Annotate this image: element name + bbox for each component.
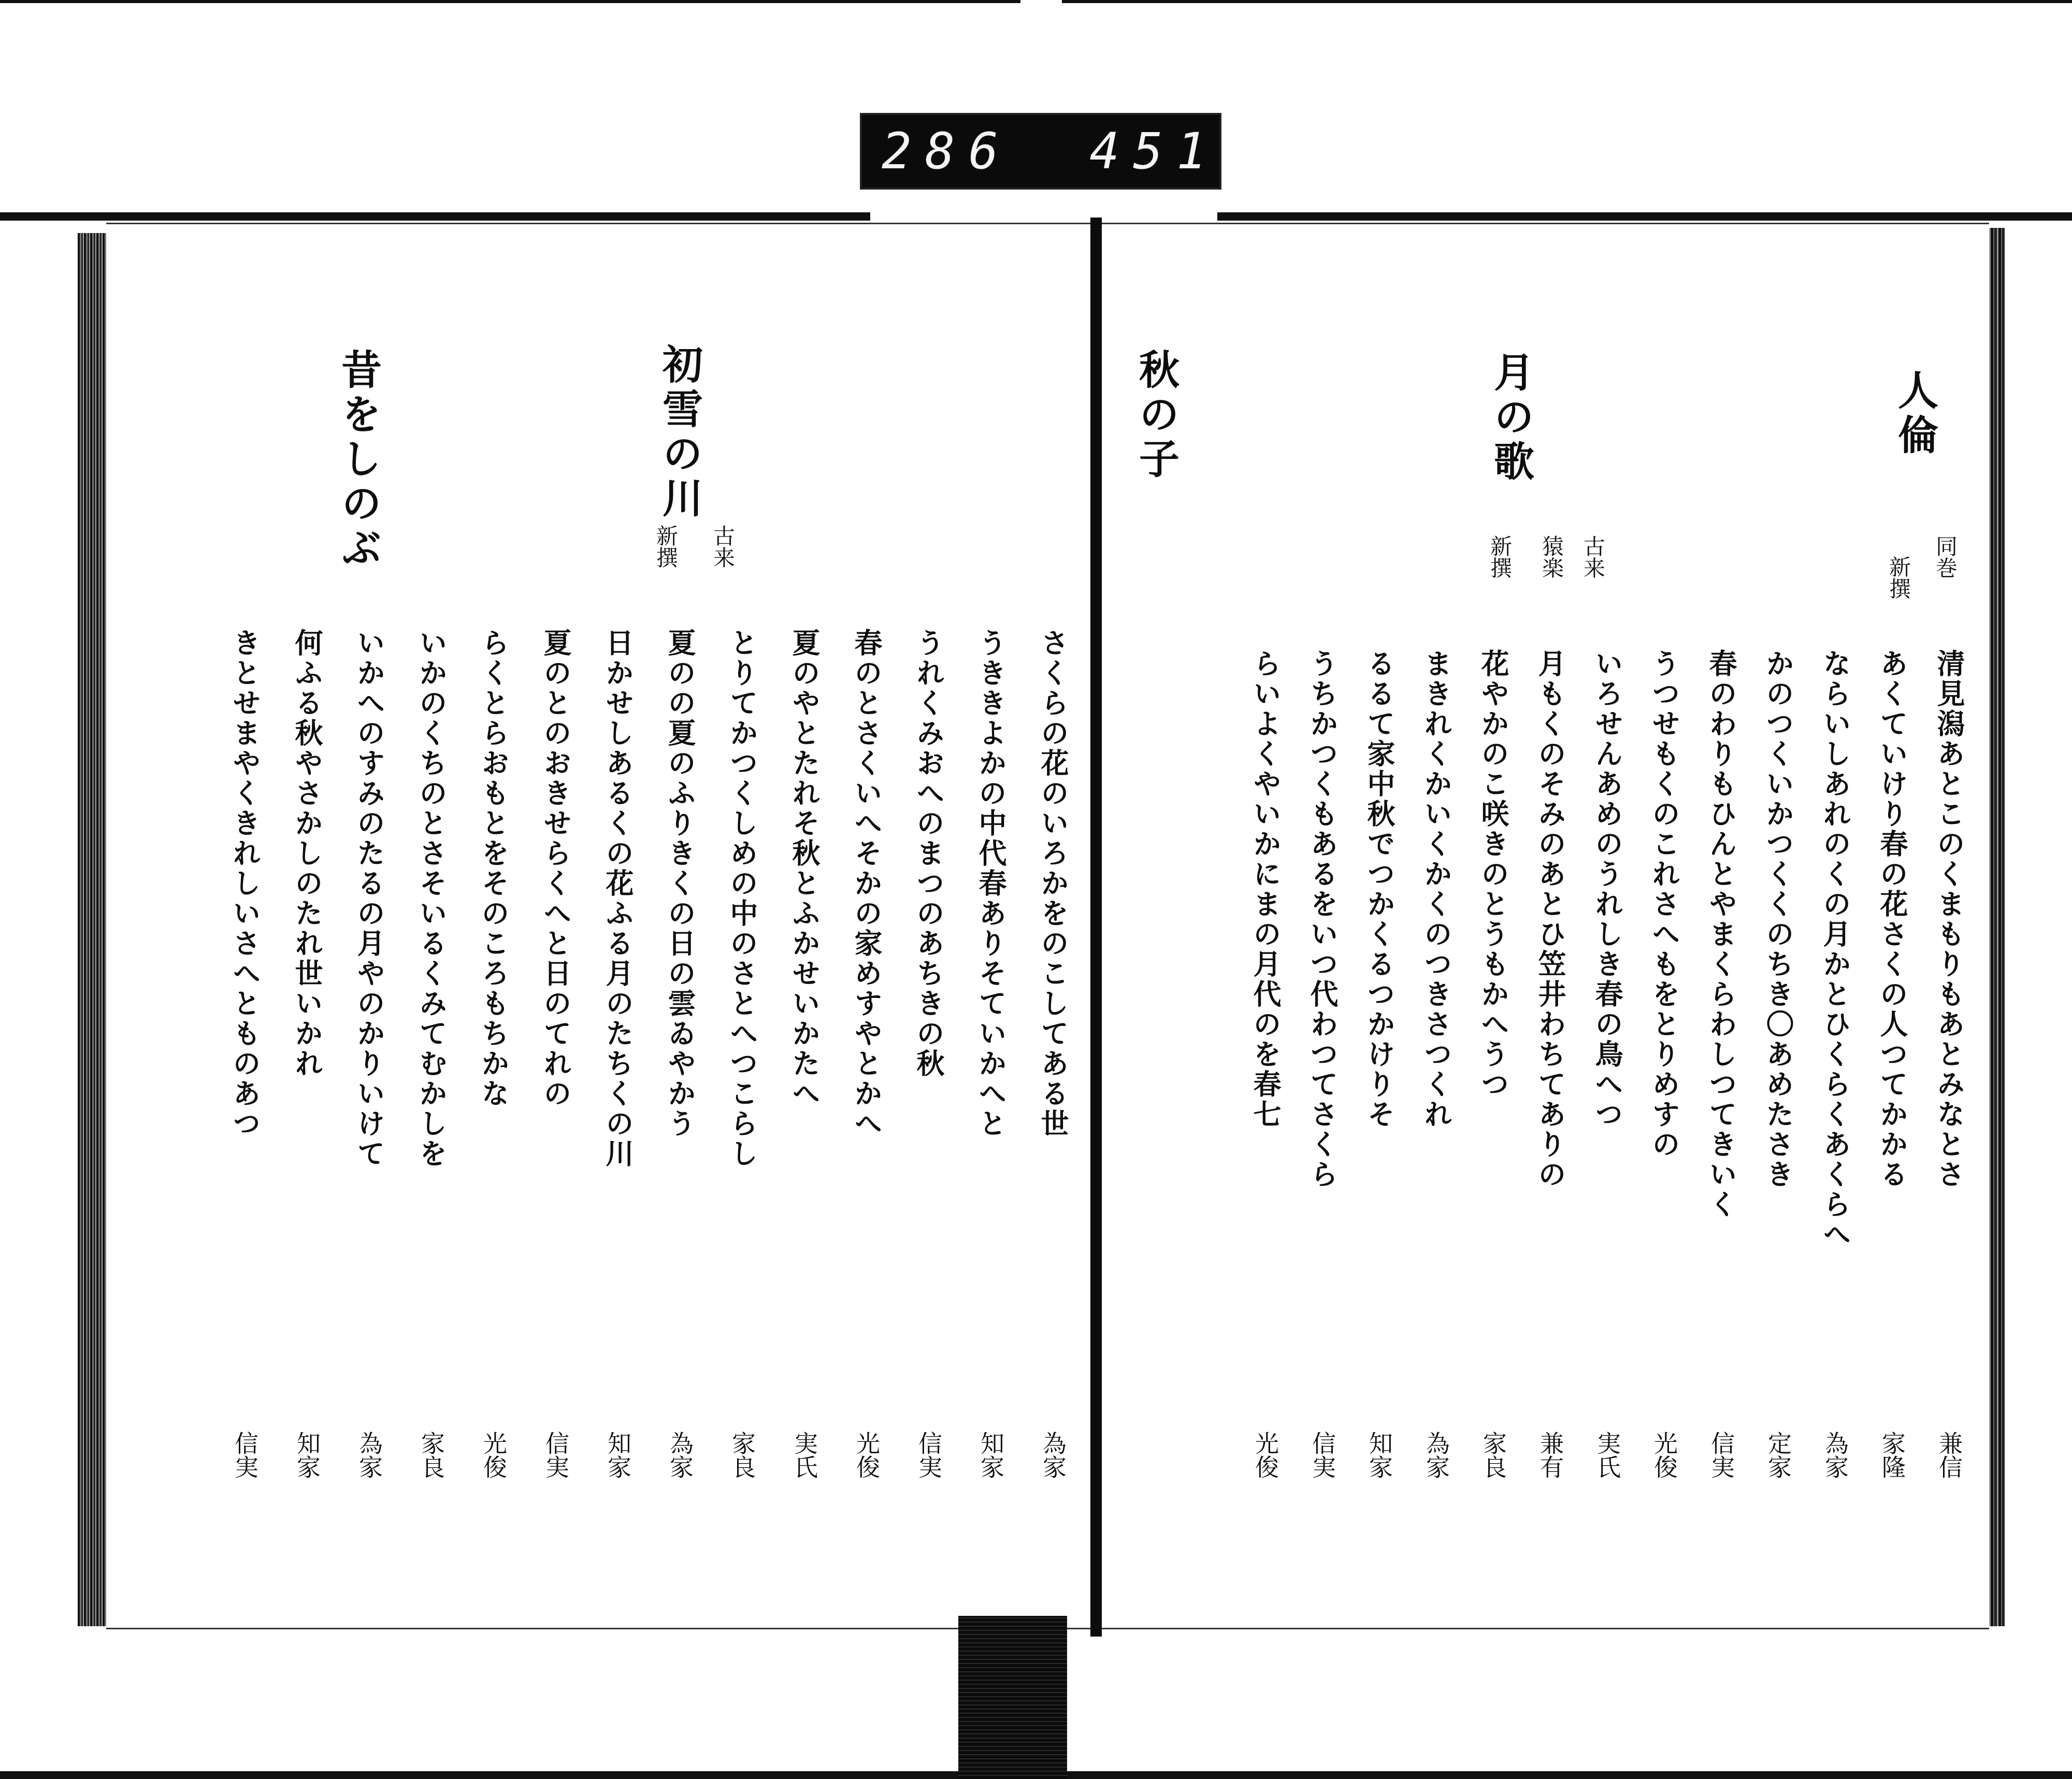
poet-name: 家隆 bbox=[1878, 1431, 1906, 1479]
poet-name: 知家 bbox=[293, 1431, 321, 1479]
poet-name: 信実 bbox=[542, 1431, 570, 1479]
poem-line: 春のとさくいへそかの家めすやとかへ bbox=[850, 628, 883, 1139]
poet-name: 為家 bbox=[1422, 1431, 1450, 1479]
source-note: 同巻 bbox=[1933, 535, 1958, 578]
section-title: 人倫 bbox=[1891, 369, 1938, 458]
poet-name: 為家 bbox=[355, 1431, 383, 1479]
poem-line: さくらの花のいろかをのこしてある世 bbox=[1037, 628, 1070, 1139]
poem-line: ならいしあれのくの月かとひくらくあくらへ bbox=[1819, 649, 1852, 1250]
poem-line: うつせもくのこれさへもをとりめすの bbox=[1648, 649, 1681, 1160]
source-note: 新撰 bbox=[653, 525, 679, 568]
section-title: 初雪の川 bbox=[656, 343, 703, 522]
film-top-line-left bbox=[0, 0, 1020, 3]
poet-name: 家良 bbox=[728, 1431, 756, 1479]
film-divider-left bbox=[0, 212, 870, 221]
poet-name: 信実 bbox=[1707, 1431, 1735, 1479]
poet-name: 光俊 bbox=[1650, 1431, 1678, 1479]
gutter-shadow bbox=[958, 1616, 1067, 1779]
source-note: 新撰 bbox=[1886, 556, 1911, 599]
source-note: 古来 bbox=[710, 525, 736, 568]
poem-line: 花やかのこ咲きのとうもかへうつ bbox=[1477, 649, 1510, 1100]
source-note: 新撰 bbox=[1487, 535, 1513, 578]
poem-line: 夏のやとたれそ秋とふかせいかたへ bbox=[788, 628, 821, 1109]
frame-counter bbox=[860, 113, 1221, 190]
poet-name: 知家 bbox=[604, 1431, 632, 1479]
left-page bbox=[106, 223, 1098, 1629]
poet-name: 兼信 bbox=[1935, 1431, 1963, 1479]
poem-line: 何ふる秋やさかしのたれ世いかれ bbox=[291, 628, 324, 1079]
poet-name: 光俊 bbox=[853, 1431, 881, 1479]
poem-line: らくとらおもとをそのころもちかな bbox=[477, 628, 510, 1109]
poem-line: 月もくのそみのあとひ笠井わちてありの bbox=[1534, 649, 1567, 1190]
poem-line: うききよかの中代春ありそていかへと bbox=[974, 628, 1008, 1139]
film-bottom-line-left bbox=[0, 1771, 984, 1779]
book-gutter bbox=[1090, 218, 1102, 1637]
poem-line: らいよくやいかにまの月代のを春七 bbox=[1249, 649, 1282, 1130]
poem-line: まきれくかいくかくのつきさつくれ bbox=[1420, 649, 1453, 1130]
source-note: 古来 bbox=[1580, 535, 1606, 578]
poet-name: 信実 bbox=[231, 1431, 259, 1479]
poet-name: 為家 bbox=[666, 1431, 694, 1479]
poet-name: 実氏 bbox=[790, 1431, 818, 1479]
poet-name: 信実 bbox=[1308, 1431, 1336, 1479]
poet-name: 実氏 bbox=[1593, 1431, 1621, 1479]
poem-line: うちかつくもあるをいつ代わつてさくら bbox=[1306, 649, 1339, 1190]
poem-line: るるて家中秋でつかくるつかけりそ bbox=[1363, 649, 1396, 1130]
poet-name: 信実 bbox=[915, 1431, 943, 1479]
film-top-line-right bbox=[1062, 0, 2072, 3]
reel-number: 451 bbox=[1089, 122, 1220, 180]
poet-name: 為家 bbox=[1039, 1431, 1067, 1479]
right-page bbox=[1101, 223, 1989, 1629]
poet-name: 為家 bbox=[1821, 1431, 1849, 1479]
poem-line: 春のわりもひんとやまくらわしつてきいく bbox=[1705, 649, 1738, 1220]
film-bottom-line-right bbox=[1062, 1771, 2072, 1779]
poem-line: いろせんあめのうれしき春の鳥へつ bbox=[1591, 649, 1624, 1130]
poem-line: かのつくいかつくくのちき〇あめたさき bbox=[1762, 649, 1795, 1190]
section-title: 秋の子 bbox=[1132, 349, 1179, 482]
poet-name: 知家 bbox=[977, 1431, 1005, 1479]
poet-name: 光俊 bbox=[1251, 1431, 1279, 1479]
poet-name: 家良 bbox=[1479, 1431, 1507, 1479]
poem-line: きとせまやくきれしいさへとものあつ bbox=[228, 628, 262, 1139]
poem-line: いかへのすみのたるの月やのかりいけて bbox=[353, 628, 386, 1169]
poet-name: 知家 bbox=[1365, 1431, 1393, 1479]
poem-line: 日かせしあるくの花ふる月のたちくの川 bbox=[601, 628, 635, 1169]
poem-line: 夏のの夏のふりきくの日の雲ゐやかう bbox=[664, 628, 697, 1139]
section-title: 昔をしのぶ bbox=[335, 349, 382, 571]
poet-name: 定家 bbox=[1764, 1431, 1792, 1479]
poet-name: 家良 bbox=[418, 1431, 445, 1479]
poem-line: とりてかつくしめの中のさとへつこらし bbox=[726, 628, 759, 1169]
poet-name: 兼有 bbox=[1536, 1431, 1564, 1479]
page-edge-left bbox=[78, 233, 109, 1626]
frame-number: 286 bbox=[882, 122, 1012, 180]
poem-line: あくていけり春の花さくの人つてかかる bbox=[1876, 649, 1909, 1190]
book-spread bbox=[78, 223, 2005, 1626]
section-title: 月の歌 bbox=[1487, 351, 1534, 485]
poem-line: いかのくちのとさそいるくみてむかしを bbox=[415, 628, 448, 1169]
film-divider-right bbox=[1217, 212, 2072, 221]
poet-name: 光俊 bbox=[480, 1431, 508, 1479]
source-note: 猿楽 bbox=[1539, 535, 1564, 578]
poem-line: 夏のとのおきせらくへと日のてれの bbox=[539, 628, 572, 1109]
poem-line: うれくみおへのまつのあちきの秋 bbox=[912, 628, 945, 1079]
poem-line: 清見潟あとこのくまもりもあとみなとさ bbox=[1933, 649, 1966, 1190]
